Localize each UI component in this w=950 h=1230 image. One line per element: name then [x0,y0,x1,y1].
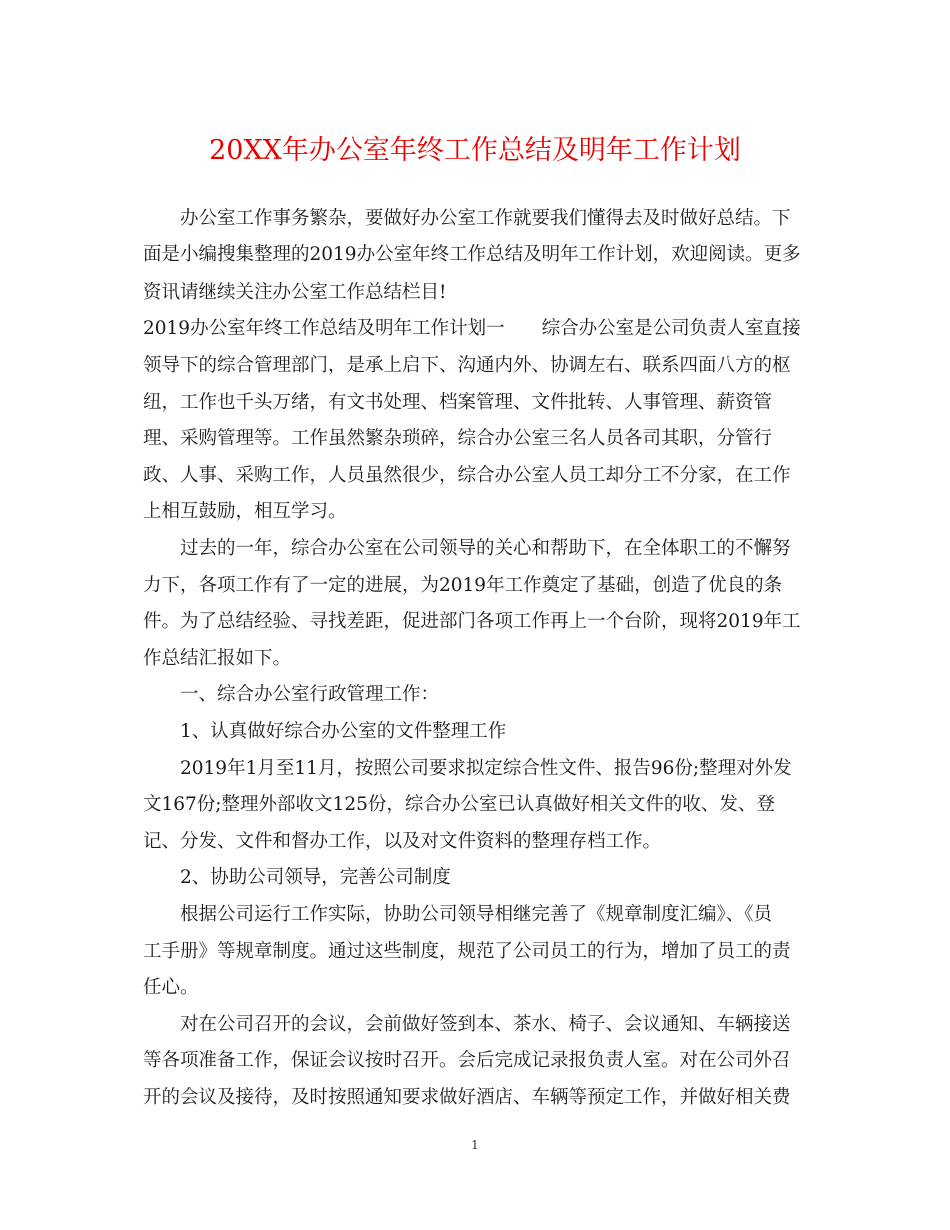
subsection-heading: 2、协助公司领导，完善公司制度 [143,867,451,888]
body-line: 工手册》等规章制度。通过这些制度，规范了公司员工的行为，增加了员工的责 [143,941,791,962]
body-line: 面是小编搜集整理的2019办公室年终工作总结及明年工作计划，欢迎阅读。更多 [143,244,801,265]
body-line: 根据公司运行工作实际，协助公司领导相继完善了《规章制度汇编》、《员 [143,904,773,925]
body-line: 记、分发、文件和督办工作，以及对文件资料的整理存档工作。 [143,831,662,852]
body-line: 2019年1月至11月，按照公司要求拟定综合性文件、报告96份;整理对外发 [143,758,792,779]
body-line: 件。为了总结经验、寻找差距，促进部门各项工作再上一个台阶，现将2019年工 [143,611,801,632]
document-title: 20XX年办公室年终工作总结及明年工作计划 [209,135,741,166]
body-line: 作总结汇报如下。 [143,648,292,669]
body-line: 资讯请继续关注办公室工作总结栏目! [143,282,447,303]
body-line: 理、采购管理等。工作虽然繁杂琐碎，综合办公室三名人员各司其职，分管行 [143,428,773,449]
body-line: 开的会议及接待，及时按照通知要求做好酒店、车辆等预定工作，并做好相关费 [143,1087,791,1108]
body-line: 办公室工作事务繁杂，要做好办公室工作就要我们懂得去及时做好总结。下 [143,208,791,229]
body-line: 上相互鼓励，相互学习。 [143,501,347,522]
page-number: 1 [471,1138,479,1152]
body-line: 政、人事、采购工作，人员虽然很少，综合办公室人员工却分工不分家，在工作 [143,465,791,486]
body-line: 文167份;整理外部收文125份，综合办公室已认真做好相关文件的收、发、登 [143,794,775,815]
subsection-heading: 1、认真做好综合办公室的文件整理工作 [143,721,507,742]
body-line: 等各项准备工作，保证会议按时召开。会后完成记录报负责人室。对在公司外召 [143,1050,791,1071]
body-line: 纽，工作也千头万绪，有文书处理、档案管理、文件批转、人事管理、薪资管 [143,392,773,413]
body-line: 领导下的综合管理部门，是承上启下、沟通内外、协调左右、联系四面八方的枢 [143,355,791,376]
body-line: 任心。 [143,977,199,998]
body-line: 对在公司召开的会议，会前做好签到本、茶水、椅子、会议通知、车辆接送 [143,1014,791,1035]
body-line: 2019办公室年终工作总结及明年工作计划一 综合办公室是公司负责人室直接 [143,318,801,339]
section-heading: 一、综合办公室行政管理工作： [143,684,440,705]
body-line: 力下，各项工作有了一定的进展，为2019年工作奠定了基础，创造了优良的条 [143,575,783,596]
body-line: 过去的一年，综合办公室在公司领导的关心和帮助下，在全体职工的不懈努 [143,538,791,559]
